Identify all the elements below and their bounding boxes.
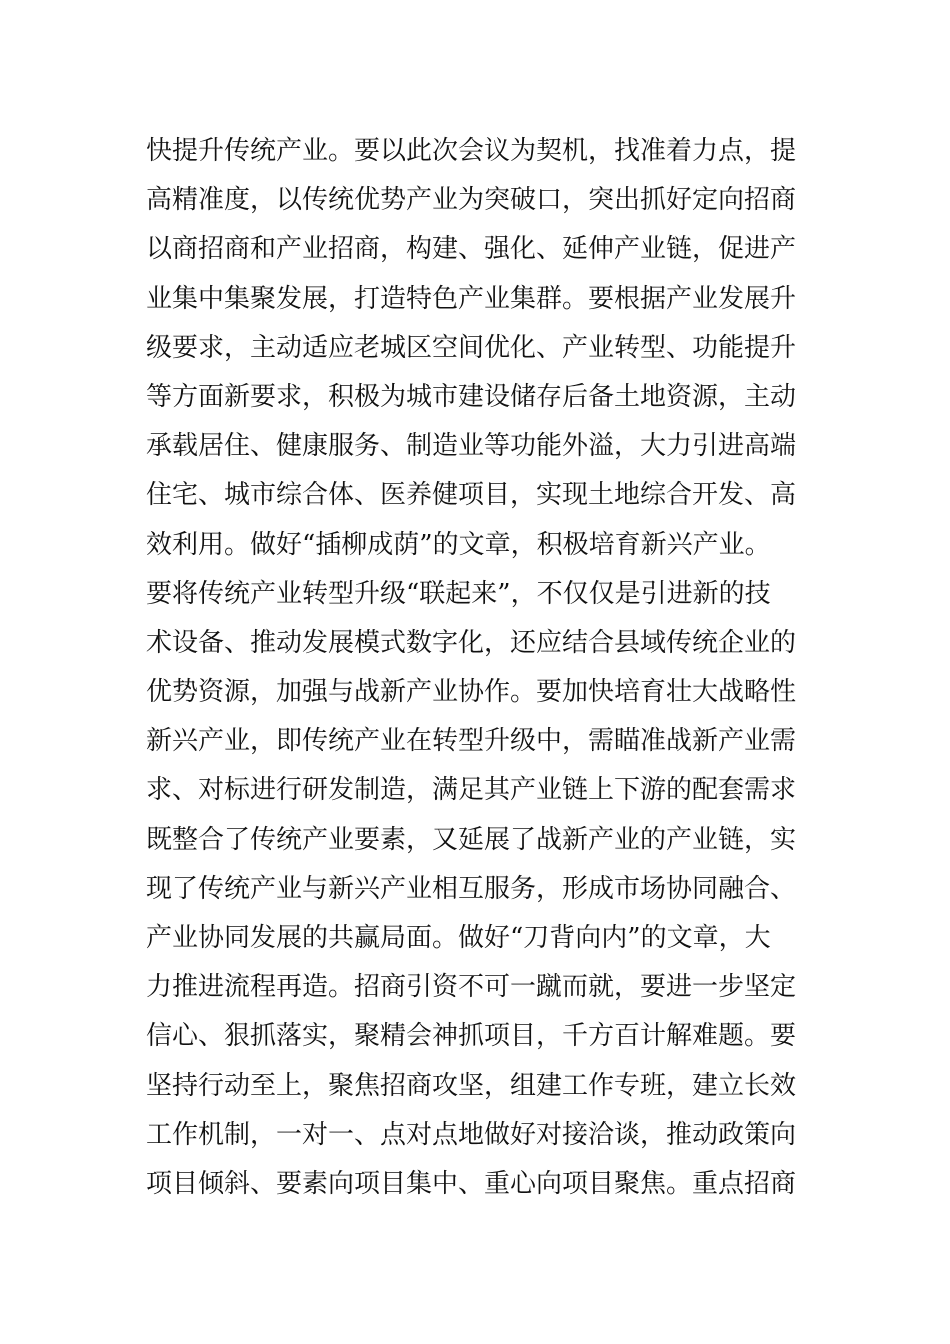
text-line: 住宅、城市综合体、医养健项目，实现土地综合开发、高 <box>146 480 797 511</box>
text-line: 求、对标进行研发制造，满足其产业链上下游的配套需求 <box>146 775 797 806</box>
text-line: 力推进流程再造。招商引资不可一蹴而就，要进一步坚定 <box>146 972 797 1003</box>
text-line: 快提升传统产业。要以此次会议为契机，找准着力点，提 <box>146 136 797 166</box>
text-line: 优势资源，加强与战新产业协作。要加快培育壮大战略性 <box>146 677 797 708</box>
text-line: 业集中集聚发展，打造特色产业集群。要根据产业发展升 <box>146 283 797 314</box>
text-line: 等方面新要求，积极为城市建设储存后备土地资源，主动 <box>146 381 797 412</box>
text-line: 高精准度，以传统优势产业为突破口，突出抓好定向招商 <box>146 185 797 216</box>
text-line: 术设备、推动发展模式数字化，还应结合县域传统企业的 <box>146 627 797 658</box>
text-line: 既整合了传统产业要素，又延展了战新产业的产业链，实 <box>146 824 797 855</box>
text-line: 信心、狠抓落实，聚精会神抓项目，千方百计解难题。要 <box>146 1021 797 1052</box>
text-line: 项目倾斜、要素向项目集中、重心向项目聚焦。重点招商 <box>146 1168 797 1199</box>
text-line: 效利用。做好“插柳成荫”的文章，积极培育新兴产业。 <box>146 529 771 560</box>
text-line: 现了传统产业与新兴产业相互服务，形成市场协同融合、 <box>146 873 797 904</box>
text-line: 级要求，主动适应老城区空间优化、产业转型、功能提升 <box>146 332 797 363</box>
text-line: 坚持行动至上，聚焦招商攻坚，组建工作专班，建立长效 <box>146 1070 797 1101</box>
text-line: 以商招商和产业招商，构建、强化、延伸产业链，促进产 <box>146 234 797 265</box>
text-line: 工作机制，一对一、点对点地做好对接洽谈，推动政策向 <box>146 1119 797 1150</box>
text-line: 要将传统产业转型升级“联起来”，不仅仅是引进新的技 <box>146 578 771 609</box>
text-line: 承载居住、健康服务、制造业等功能外溢，大力引进高端 <box>146 431 797 462</box>
body-text <box>146 127 816 1209</box>
text-line: 产业协同发展的共赢局面。做好“刀背向内”的文章，大 <box>146 923 771 953</box>
text-line: 新兴产业，即传统产业在转型升级中，需瞄准战新产业需 <box>146 726 797 757</box>
